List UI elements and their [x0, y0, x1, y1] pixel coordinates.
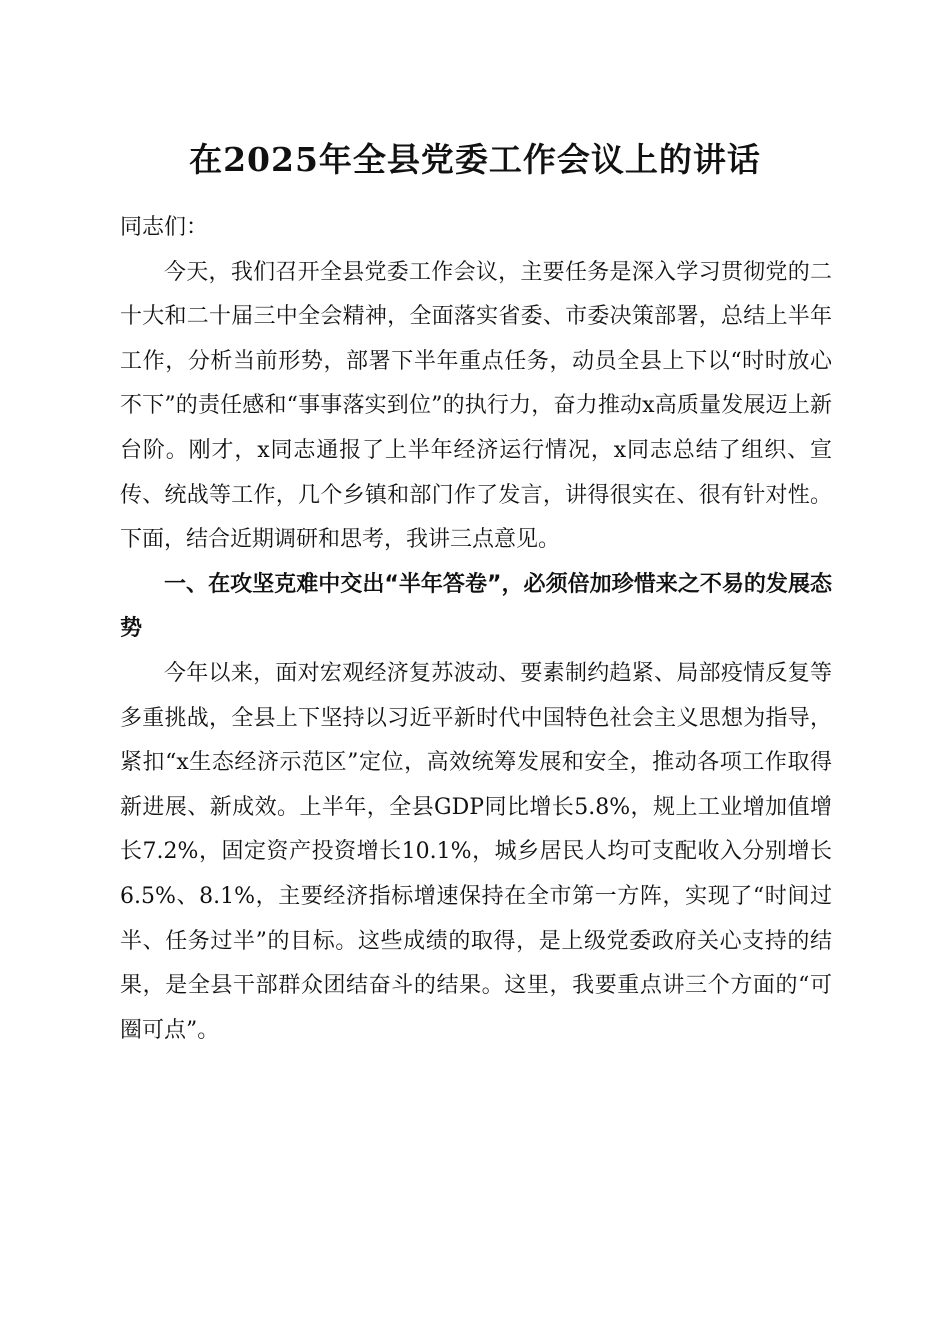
page-title: 在2025年全县党委工作会议上的讲话 — [189, 140, 761, 179]
opening-paragraph: 今天，我们召开全县党委工作会议，主要任务是深入学习贯彻党的二十大和二十届三中全会精神，全面落实省委、市委决策部署，总结上半年工作，分析当前形势，部署下半年重点任务，动员全县上下以“时时放心不下”的责任感和“事事落实到位”的执行力，奋力推动x高质量发展迈上新台阶。刚才，x同志通报了上半年经济运行情况，x同志总结了组织、宣传、统战等工作，几个乡镇和部门作了发言，讲得很实在、很有针对性。下面，结合近期调研和思考，我讲三点意见。 — [120, 259, 832, 553]
salutation: 同志们： — [120, 215, 209, 240]
section-heading-1: 一、在攻坚克难中交出“半年答卷”，必须倍加珍惜来之不易的发展态势 — [120, 571, 832, 642]
document-body — [120, 206, 832, 1053]
section-paragraph-1: 今年以来，面对宏观经济复苏波动、要素制约趋紧、局部疫情反复等多重挑战，全县上下坚持以习近平新时代中国特色社会主义思想为指导，紧扣“x生态经济示范区”定位，高效统筹发展和安全，推动各项工作取得新进展、新成效。上半年，全县GDP同比增长5.8%，规上工业增加值增长7.2%，固定资产投资增长10.1%，城乡居民人均可支配收入分别增长6.5%、8.1%，主要经济指标增速保持在全市第一方阵，实现了“时间过半、任务过半”的目标。这些成绩的取得，是上级党委政府关心支持的结果，是全县干部群众团结奋斗的结果。这里，我要重点讲三个方面的“可圈可点”。 — [120, 660, 832, 1043]
